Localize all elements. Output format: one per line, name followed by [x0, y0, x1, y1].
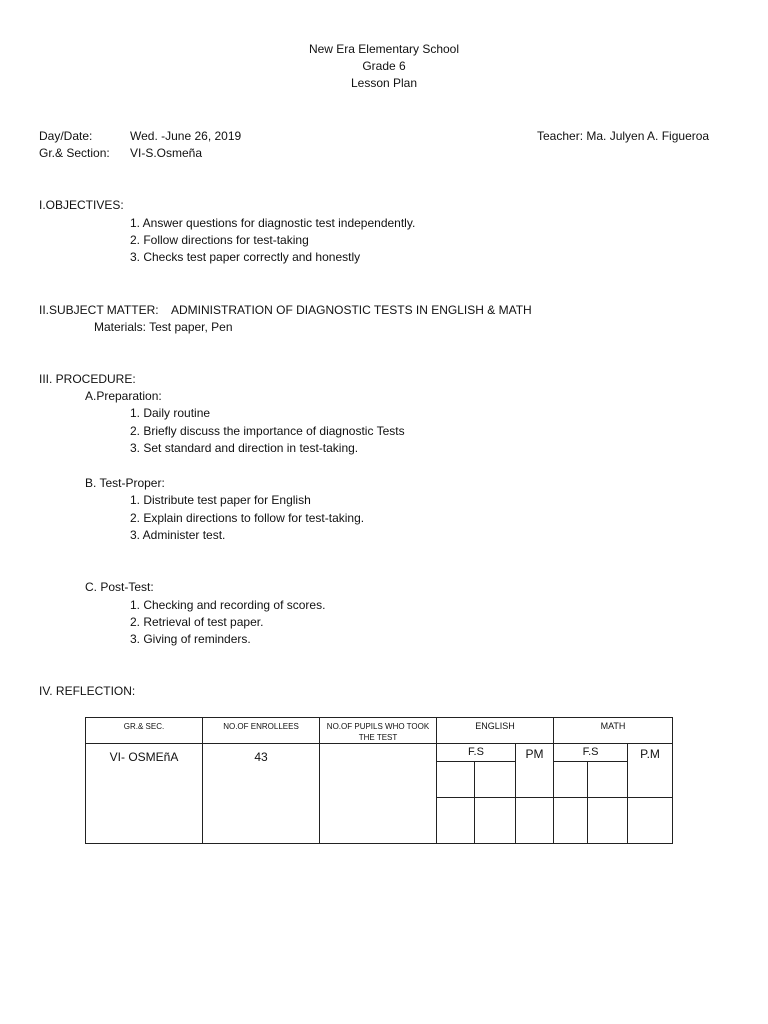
- objective-item: 3. Checks test paper correctly and honestly: [130, 250, 361, 264]
- post-test-item: 3. Giving of reminders.: [130, 632, 251, 646]
- preparation-item: 3. Set standard and direction in test-taking.: [130, 441, 359, 455]
- row-section: VI- OSMEñA: [86, 744, 203, 844]
- english-pm-header: PM: [516, 744, 554, 798]
- day-date-label: Day/Date:: [39, 129, 93, 143]
- math-score-cell: [588, 798, 628, 844]
- materials-line: Materials: Test paper, Pen: [94, 320, 233, 334]
- math-score-cell: [628, 798, 673, 844]
- day-date-value: Wed. -June 26, 2019: [130, 129, 242, 143]
- header-pupils-took-test: NO.OF PUPILS WHO TOOK THE TEST: [320, 718, 437, 744]
- row-pupils-cell: [320, 744, 437, 844]
- math-fs-header: F.S: [554, 744, 628, 762]
- reflection-table: [85, 717, 673, 844]
- section-label: Gr.& Section:: [39, 146, 110, 160]
- teacher-name: Teacher: Ma. Julyen A. Figueroa: [537, 129, 710, 143]
- objectives-heading: I.OBJECTIVES:: [39, 198, 124, 212]
- english-fs-header: F.S: [437, 744, 516, 762]
- english-score-cell: [516, 798, 554, 844]
- header-math: MATH: [554, 718, 673, 744]
- preparation-item: 2. Briefly discuss the importance of diagnostic Tests: [130, 424, 405, 438]
- preparation-item: 1. Daily routine: [130, 406, 211, 420]
- school-name: New Era Elementary School: [308, 42, 460, 56]
- preparation-title: A.Preparation:: [85, 389, 162, 403]
- math-fs-cell: [554, 762, 588, 798]
- math-fs-cell: [588, 762, 628, 798]
- reflection-heading: IV. REFLECTION:: [39, 684, 136, 698]
- subject-matter-value: ADMINISTRATION OF DIAGNOSTIC TESTS IN ENGLISH & MATH: [171, 303, 532, 317]
- math-score-cell: [554, 798, 588, 844]
- english-score-cell: [437, 798, 475, 844]
- post-test-item: 2. Retrieval of test paper.: [130, 615, 264, 629]
- subject-matter-heading: II.SUBJECT MATTER:: [39, 303, 159, 317]
- header-english: ENGLISH: [437, 718, 554, 744]
- test-proper-title: B. Test-Proper:: [85, 476, 165, 490]
- document-type: Lesson Plan: [350, 76, 418, 90]
- english-score-cell: [475, 798, 516, 844]
- header-enrollees: NO.OF ENROLLEES: [203, 718, 320, 744]
- test-proper-item: 3. Administer test.: [130, 528, 226, 542]
- post-test-item: 1. Checking and recording of scores.: [130, 598, 326, 612]
- math-pm-header: P.M: [628, 744, 673, 798]
- test-proper-item: 1. Distribute test paper for English: [130, 493, 311, 507]
- document-header: [0, 41, 768, 92]
- post-test-title: C. Post-Test:: [85, 580, 154, 594]
- procedure-heading: III. PROCEDURE:: [39, 372, 136, 386]
- header-gr-sec: GR.& SEC.: [86, 718, 203, 744]
- grade-level: Grade 6: [362, 59, 406, 73]
- test-proper-item: 2. Explain directions to follow for test-taking.: [130, 511, 365, 525]
- objective-item: 2. Follow directions for test-taking: [130, 233, 309, 247]
- objective-item: 1. Answer questions for diagnostic test independently.: [130, 216, 416, 230]
- section-value: VI-S.Osmeña: [130, 146, 203, 160]
- english-fs-cell: [475, 762, 516, 798]
- english-fs-cell: [437, 762, 475, 798]
- row-enrollees: 43: [203, 744, 320, 844]
